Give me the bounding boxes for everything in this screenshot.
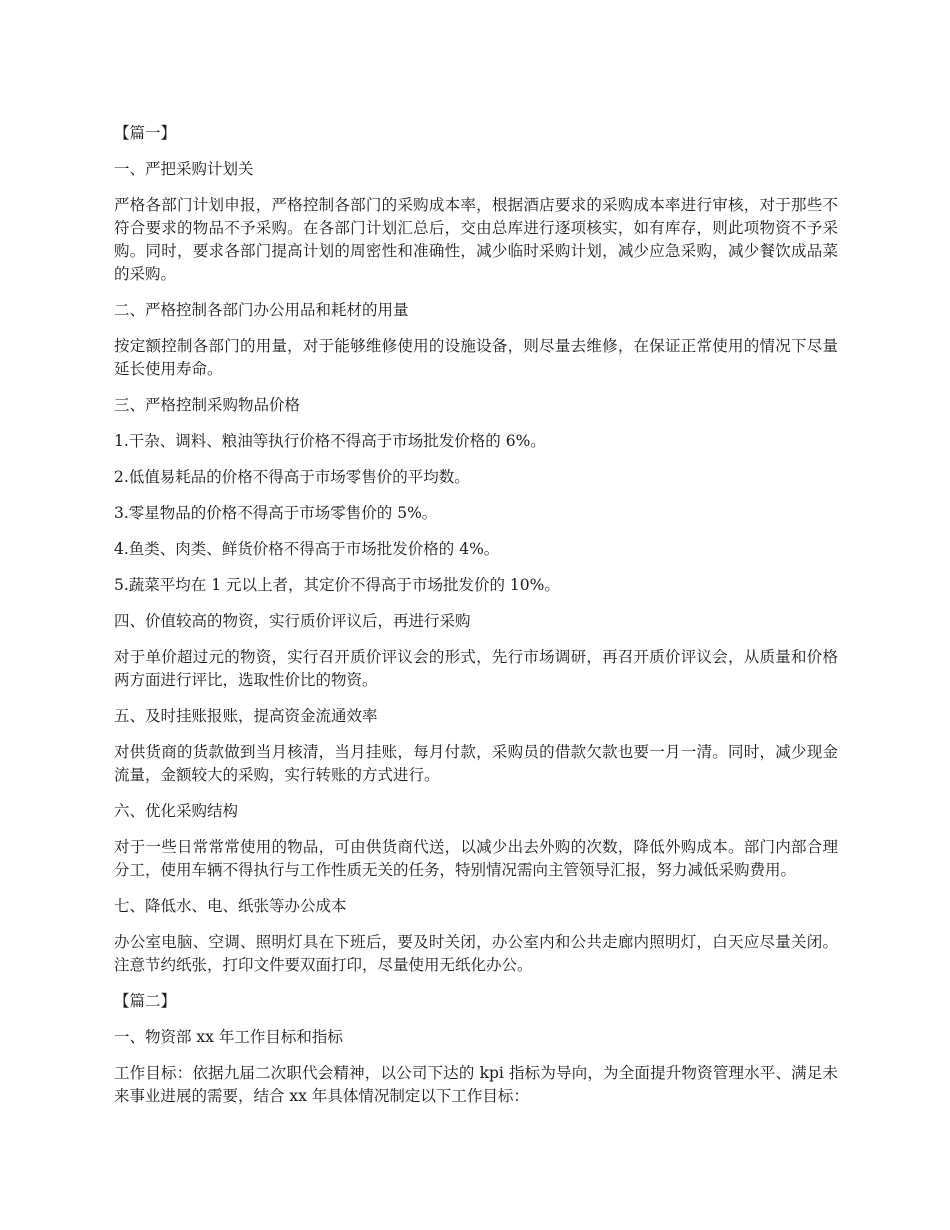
heading-3: 三、严格控制采购物品价格: [114, 396, 301, 414]
paragraph-7: 办公室电脑、空调、照明灯具在下班后，要及时关闭，办公室内和公共走廊内照明灯，白天应尽量关闭。注意节约纸张，打印文件要双面打印，尽量使用无纸化办公。: [114, 933, 838, 974]
heading-5: 五、及时挂账报账，提高资金流通效率: [114, 707, 378, 725]
heading-7: 七、降低水、电、纸张等办公成本: [114, 897, 347, 915]
section-title-part2: 【篇二】: [114, 992, 177, 1010]
list-item-1: 1.干杂、调料、粮油等执行价格不得高于市场批发价格的 6%。: [114, 432, 546, 450]
paragraph-5: 对供货商的货款做到当月核清，当月挂账，每月付款，采购员的借款欠款也要一月一清。同时，减少现金流量，金额较大的采购，实行转账的方式进行。: [114, 743, 838, 784]
list-item-2: 2.低值易耗品的价格不得高于市场零售价的平均数。: [114, 468, 470, 486]
heading-2: 二、严格控制各部门办公用品和耗材的用量: [114, 301, 409, 319]
paragraph-1: 严格各部门计划申报，严格控制各部门的采购成本率，根据酒店要求的采购成本率进行审核，对于那些不符合要求的物品不予采购。在各部门计划汇总后，交由总库进行逐项核实，如有库存，则此项物资不予采购。同时，要求各部门提高计划的周密性和准确性，减少临时采购计划，减少应急采购，减少餐饮成品菜的采购。: [114, 196, 838, 283]
paragraph-2: 按定额控制各部门的用量，对于能够维修使用的设施设备，则尽量去维修，在保证正常使用的情况下尽量延长使用寿命。: [114, 337, 838, 378]
heading-1: 一、严把采购计划关: [114, 160, 254, 178]
heading-8: 一、物资部 xx 年工作目标和指标: [114, 1028, 343, 1046]
heading-4: 四、价值较高的物资，实行质价评议后，再进行采购: [114, 612, 471, 630]
heading-6: 六、优化采购结构: [114, 802, 239, 820]
paragraph-4: 对于单价超过元的物资，实行召开质价评议会的形式，先行市场调研，再召开质价评议会，从质量和价格两方面进行评比，选取性价比的物资。: [114, 648, 838, 689]
paragraph-6: 对于一些日常常常使用的物品，可由供货商代送，以减少出去外购的次数，降低外购成本。部门内部合理分工，使用车辆不得执行与工作性质无关的任务，特别情况需向主管领导汇报，努力减低采购费用。: [114, 838, 838, 879]
section-title-part1: 【篇一】: [114, 124, 177, 142]
paragraph-8: 工作目标：依据九届二次职代会精神，以公司下达的 kpi 指标为导向，为全面提升物资管理水平、满足未来事业进展的需要，结合 xx 年具体情况制定以下工作目标：: [114, 1064, 838, 1105]
list-item-4: 4.鱼类、肉类、鲜货价格不得高于市场批发价格的 4%。: [114, 540, 500, 558]
list-item-5: 5.蔬菜平均在 1 元以上者，其定价不得高于市场批发价的 10%。: [114, 576, 560, 594]
list-item-3: 3.零星物品的价格不得高于市场零售价的 5%。: [114, 504, 438, 522]
document-page: [114, 122, 838, 1121]
